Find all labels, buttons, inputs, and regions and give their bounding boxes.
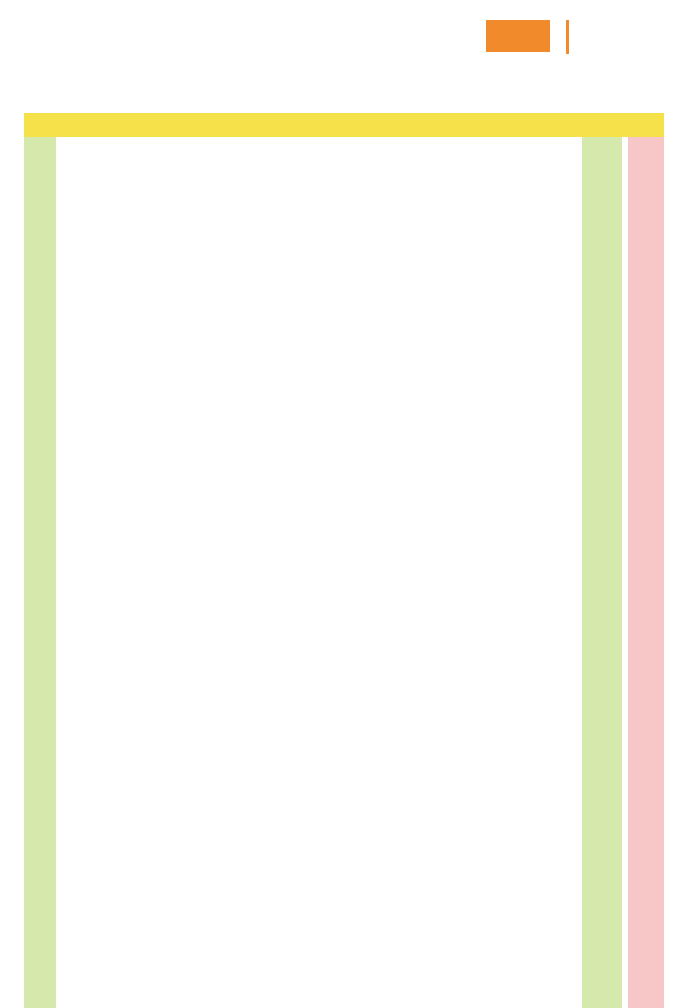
col-header-dept <box>56 113 150 137</box>
tuition-note-strip <box>582 137 622 1008</box>
header-accent-block <box>486 20 550 52</box>
diploma-note-strip <box>628 137 664 1008</box>
col-header-major <box>150 113 402 137</box>
majors-table <box>24 113 664 1008</box>
motto <box>566 20 653 54</box>
table-header <box>24 113 664 137</box>
col-header-note <box>582 113 664 137</box>
col-header-employers <box>402 113 582 137</box>
year-strip <box>24 137 56 1008</box>
